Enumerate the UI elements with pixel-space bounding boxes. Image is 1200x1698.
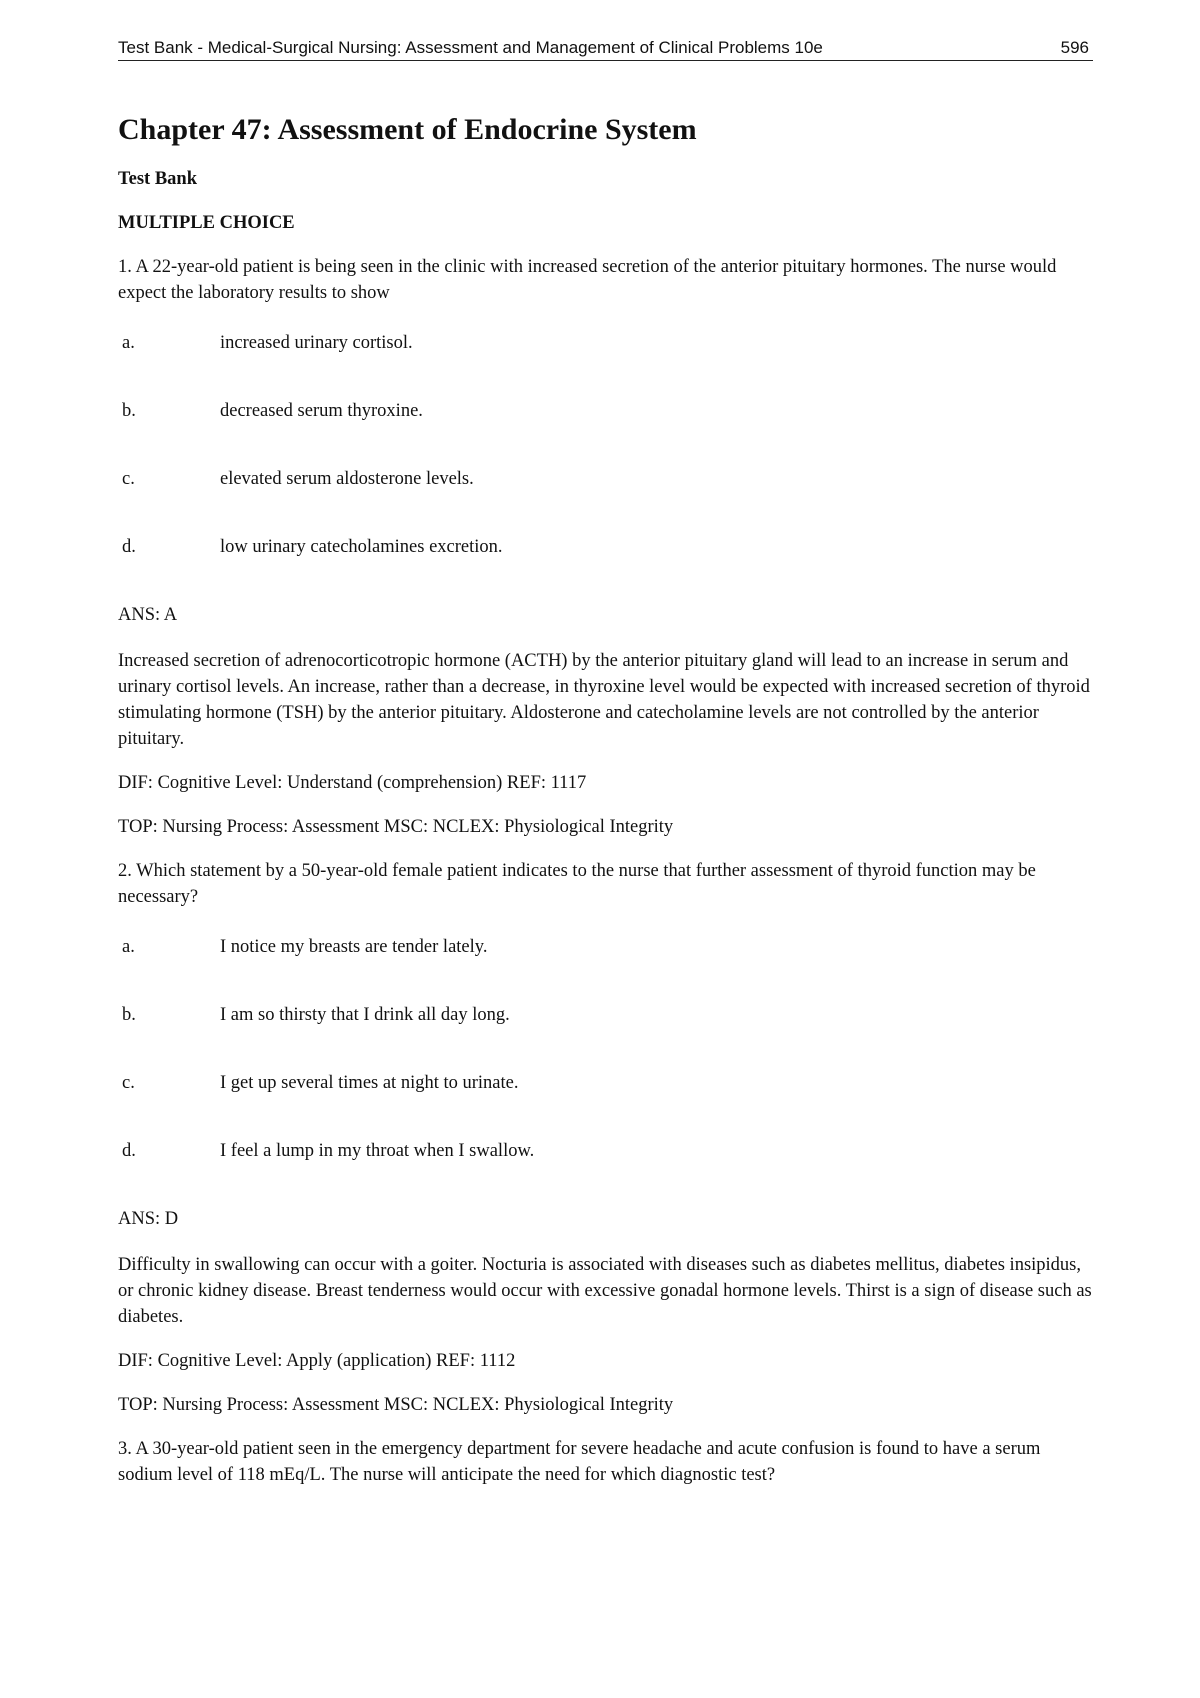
option-text: elevated serum aldosterone levels. [220,469,474,489]
answer-options [118,330,1098,560]
rationale: Difficulty in swallowing can occur with a goiter. Nocturia is associated with diseases such as diabetes mellitus, diabetes insipidus, or chronic kidney disease. Breast tenderness would occur with excessive gonadal hormone levels. Thirst is a sign of disease such as diabetes. [118,1255,1092,1327]
answer-option-b [118,398,1098,424]
question-stem: 3. A 30-year-old patient seen in the emergency department for severe headache and acute confusion is found to have a serum sodium level of 118 mEq/L. The nurse will anticipate the need for which diagnostic test? [118,1439,1041,1485]
question-3 [118,1436,1098,1488]
difficulty-line: DIF: Cognitive Level: Understand (comprehension) REF: 1117 [118,773,587,793]
option-letter: a. [122,937,135,957]
page-number: 596 [1060,38,1089,57]
option-letter: d. [122,537,136,557]
answer-option-a [118,934,1098,960]
answer-option-d [118,534,1098,560]
difficulty-line: DIF: Cognitive Level: Apply (application) REF: 1112 [118,1351,516,1371]
question-stem: 1. A 22-year-old patient is being seen in the clinic with increased secretion of the anterior pituitary hormones. The nurse would expect the laboratory results to show [118,257,1057,303]
option-text: I get up several times at night to urinate. [220,1073,519,1093]
chapter-title: Chapter 47: Assessment of Endocrine System [118,113,697,146]
topic-line: TOP: Nursing Process: Assessment MSC: NCLEX: Physiological Integrity [118,1395,674,1415]
option-text: increased urinary cortisol. [220,333,413,353]
answer-options [118,934,1098,1164]
option-letter: b. [122,1005,136,1025]
option-text: low urinary catecholamines excretion. [220,537,503,557]
option-letter: b. [122,401,136,421]
option-text: I notice my breasts are tender lately. [220,937,488,957]
document-body [118,112,1098,1512]
running-header-title: Test Bank - Medical-Surgical Nursing: Assessment and Management of Clinical Problems 10e [118,38,823,57]
option-letter: c. [122,469,135,489]
answer-option-c [118,466,1098,492]
option-letter: a. [122,333,135,353]
question-1 [118,254,1098,840]
option-letter: d. [122,1141,136,1161]
topic-line: TOP: Nursing Process: Assessment MSC: NCLEX: Physiological Integrity [118,817,674,837]
question-2 [118,858,1098,1418]
subsection-label: MULTIPLE CHOICE [118,213,295,233]
option-text: I feel a lump in my throat when I swallow. [220,1141,535,1161]
answer-option-a [118,330,1098,356]
option-text: I am so thirsty that I drink all day long. [220,1005,510,1025]
answer-key: ANS: D [118,1209,179,1229]
rationale: Increased secretion of adrenocorticotropic hormone (ACTH) by the anterior pituitary gland will lead to an increase in serum and urinary cortisol levels. An increase, rather than a decrease, in thyroxine level would be expected with increased secretion of thyroid stimulating hormone (TSH) by the anterior pituitary. Aldosterone and catecholamine levels are not controlled by the anterior pituitary. [118,651,1090,749]
answer-option-b [118,1002,1098,1028]
answer-key: ANS: A [118,605,178,625]
answer-option-c [118,1070,1098,1096]
option-letter: c. [122,1073,135,1093]
answer-option-d [118,1138,1098,1164]
option-text: decreased serum thyroxine. [220,401,423,421]
running-header [118,38,1093,61]
question-stem: 2. Which statement by a 50-year-old female patient indicates to the nurse that further assessment of thyroid function may be necessary? [118,861,1036,907]
section-label: Test Bank [118,169,198,189]
